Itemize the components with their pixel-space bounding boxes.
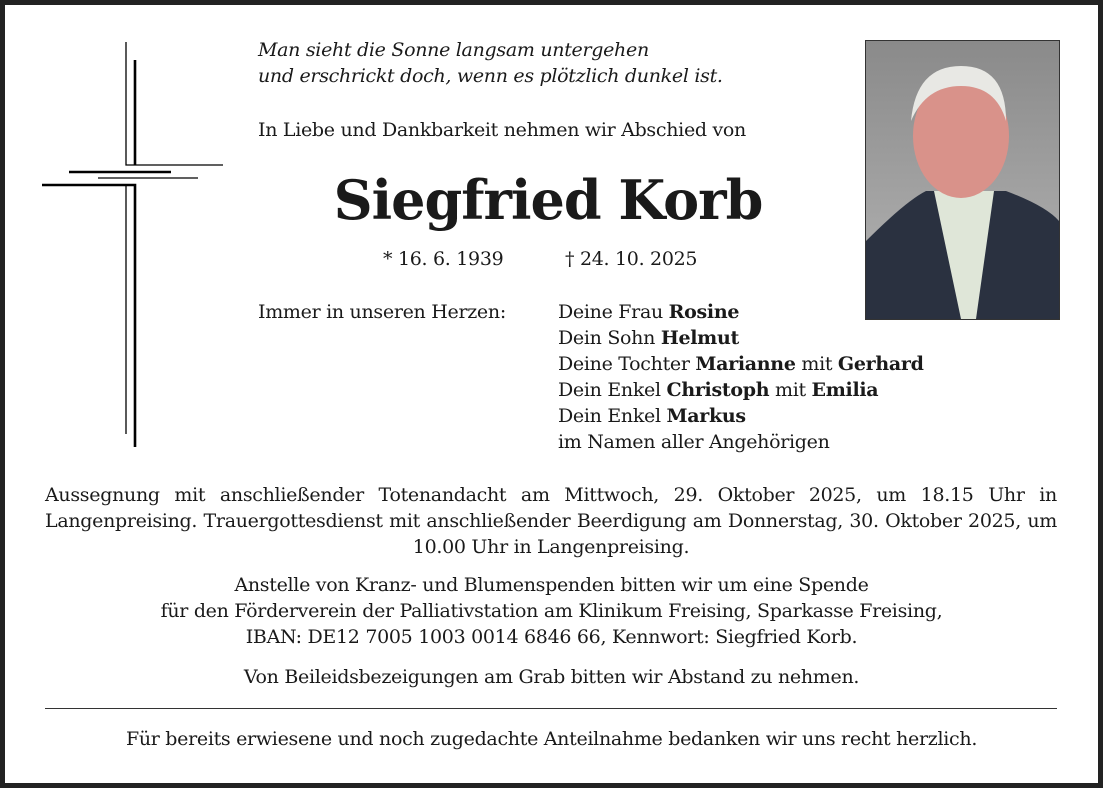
service-line: in Langenpreising. Trauergottesdienst mit anschließender Beerdigung am Donnerstag,	[45, 484, 1057, 532]
donation-line-1: Anstelle von Kranz- und Blumenspenden bitten wir um eine Spende	[234, 574, 869, 596]
mourners-list	[558, 299, 924, 455]
mourner	[558, 351, 924, 377]
donation-line-2: für den Förderverein der Palliativstation am Klinikum Freising, Sparkasse Freising,	[160, 600, 943, 622]
portrait-photo	[865, 40, 1060, 320]
cross-icon	[5, 5, 245, 465]
quote-line-1: Man sieht die Sonne langsam untergehen	[258, 39, 649, 61]
request-text: Von Beileidsbezeigungen am Grab bitten wir Abstand zu nehmen.	[243, 666, 860, 688]
relation: im Namen aller Angehörigen	[558, 431, 830, 453]
mourner	[558, 325, 924, 351]
mourner-name: Emilia	[811, 379, 879, 401]
death-date: † 24. 10. 2025	[565, 248, 698, 270]
conjunction: mit	[769, 379, 812, 401]
quote-line-2: und erschrickt doch, wenn es plötzlich dunkel ist.	[258, 65, 723, 87]
deceased-name: Siegfried Korb	[333, 168, 763, 232]
portrait-icon	[866, 41, 1059, 319]
divider	[45, 708, 1057, 709]
donation-line-3: IBAN: DE12 7005 1003 0014 6846 66, Kennwort: Siegfried Korb.	[245, 626, 858, 648]
relation: Dein Sohn	[558, 327, 661, 349]
mourner-name: Markus	[666, 405, 746, 427]
mourner-name: Marianne	[695, 353, 796, 375]
service-line: Aussegnung mit anschließender Totenandacht am Mittwoch, 29. Oktober 2025, um 18.15 Uhr	[45, 484, 1025, 506]
service-info	[45, 482, 1057, 560]
relation: Dein Enkel	[558, 405, 667, 427]
intro-text: In Liebe und Dankbarkeit nehmen wir Abschied von	[258, 119, 746, 141]
mourner	[558, 403, 924, 429]
mourner	[558, 429, 924, 455]
mourner-name: Helmut	[660, 327, 739, 349]
relation: Deine Frau	[558, 301, 669, 323]
relation: Dein Enkel	[558, 379, 667, 401]
mourner-name: Rosine	[668, 301, 740, 323]
mourner-name: Gerhard	[837, 353, 924, 375]
mourner-name: Christoph	[666, 379, 770, 401]
service-line: 30. Oktober 2025, um 10.00 Uhr in Langenpreising.	[412, 510, 1057, 558]
thanks-text: Für bereits erwiesene und noch zugedachte Anteilnahme bedanken wir uns recht herzlich.	[125, 728, 978, 750]
conjunction: mit	[795, 353, 838, 375]
mourners-label: Immer in unseren Herzen:	[258, 301, 506, 323]
obituary-card	[5, 5, 1098, 783]
birth-date: * 16. 6. 1939	[383, 248, 504, 270]
mourner	[558, 377, 924, 403]
relation: Deine Tochter	[558, 353, 696, 375]
